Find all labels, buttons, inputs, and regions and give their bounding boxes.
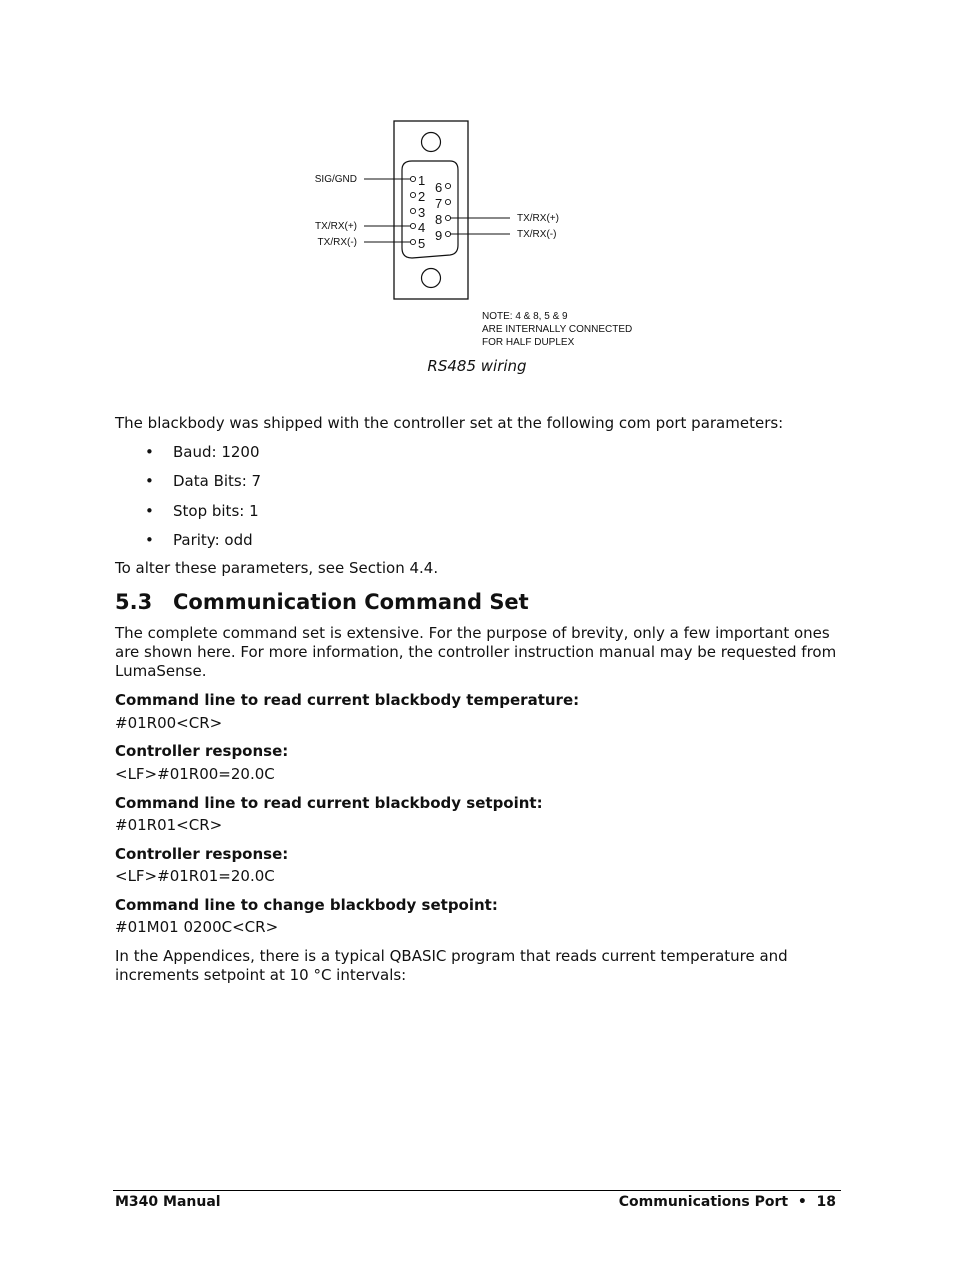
section-number: 5.3 — [115, 590, 153, 614]
command-value: #01R00<CR> — [115, 714, 223, 732]
pin-9 — [445, 231, 450, 236]
pin-number: 8 — [435, 212, 443, 227]
pin-7 — [445, 199, 450, 204]
wire-label-txrx-plus: TX/RX(+) — [315, 221, 357, 232]
mounting-hole-top — [422, 133, 441, 152]
pin-number: 5 — [418, 236, 426, 251]
list-item — [115, 531, 261, 560]
list-item — [115, 443, 261, 472]
command-label: Command line to read current blackbody temperature: — [115, 691, 580, 709]
pin-number: 4 — [418, 220, 426, 235]
bullet-icon: • — [145, 443, 154, 461]
bullet-icon: • — [145, 501, 154, 520]
pin-2 — [410, 192, 415, 197]
section-intro-paragraph: The complete command set is extensive. For the purpose of brevity, only a few important ones are shown here. For more information, the controller instruction manual may be requested from LumaSense. — [115, 624, 837, 680]
section-title: Communication Command Set — [173, 590, 529, 614]
footer-manual-title: M340 Manual — [115, 1194, 221, 1210]
com-port-parameter-list — [115, 443, 261, 560]
diagram-note-line: NOTE: 4 & 8, 5 & 9 — [482, 311, 568, 322]
command-label: Controller response: — [115, 845, 289, 863]
rs485-wiring-diagram — [0, 0, 954, 360]
list-item-text: Data Bits: 7 — [173, 472, 262, 491]
pin-3 — [410, 208, 415, 213]
pin-6 — [445, 183, 450, 188]
command-label: Command line to read current blackbody setpoint: — [115, 794, 543, 812]
command-value: <LF>#01R00=20.0C — [115, 765, 275, 783]
pin-number: 6 — [435, 180, 443, 195]
list-item-text: Stop bits: 1 — [173, 501, 259, 520]
pin-number: 2 — [418, 189, 426, 204]
closing-paragraph: In the Appendices, there is a typical QBASIC program that reads current temperature and increments setpoint at 10 °C intervals: — [115, 947, 788, 984]
pin-number: 3 — [418, 205, 426, 220]
pin-5 — [410, 239, 415, 244]
wire-label-txrx-minus: TX/RX(-) — [317, 237, 357, 248]
wire-label-txrx-minus-right: TX/RX(-) — [517, 229, 557, 240]
mounting-hole-bottom — [422, 269, 441, 288]
list-item — [115, 502, 261, 531]
diagram-note-line: FOR HALF DUPLEX — [482, 337, 575, 348]
pin-number: 1 — [418, 173, 426, 188]
list-item-text: Baud: 1200 — [173, 443, 260, 461]
pin-8 — [445, 215, 450, 220]
footer-section-page: Communications Port • 18 — [618, 1194, 836, 1210]
pin-1 — [410, 176, 415, 181]
command-label: Command line to change blackbody setpoint: — [115, 896, 498, 914]
command-label: Controller response: — [115, 742, 289, 760]
bullet-icon: • — [145, 472, 154, 491]
diagram-note-line: ARE INTERNALLY CONNECTED — [482, 324, 633, 335]
alter-parameters-text: To alter these parameters, see Section 4.4. — [115, 559, 439, 577]
wire-label-sig-gnd: SIG/GND — [314, 174, 357, 185]
list-item — [115, 472, 261, 501]
pin-4 — [410, 223, 415, 228]
pin-number: 7 — [435, 196, 443, 211]
wire-label-txrx-plus-right: TX/RX(+) — [517, 213, 559, 224]
pin-number: 9 — [435, 228, 443, 243]
command-value: <LF>#01R01=20.0C — [115, 867, 275, 885]
footer-divider — [113, 1190, 841, 1191]
command-value: #01M01 0200C<CR> — [115, 918, 279, 936]
connector-plate — [394, 121, 468, 299]
command-value: #01R01<CR> — [115, 816, 223, 834]
section-heading — [115, 587, 529, 617]
bullet-icon: • — [145, 530, 154, 549]
figure-caption: RS485 wiring — [427, 357, 527, 375]
intro-paragraph: The blackbody was shipped with the controller set at the following com port parameters: — [115, 414, 784, 432]
list-item-text: Parity: odd — [173, 530, 253, 549]
